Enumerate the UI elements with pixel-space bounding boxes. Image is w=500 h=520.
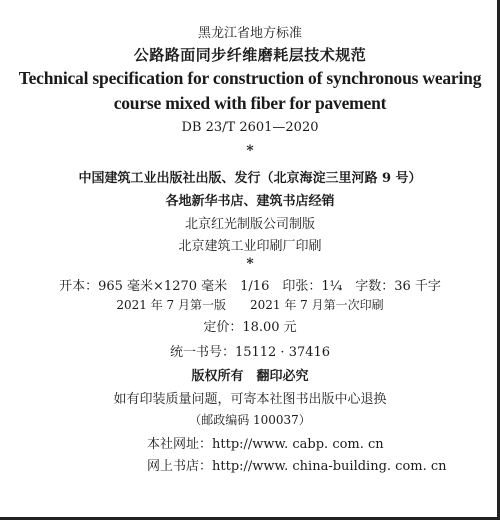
printing-line: 北京建筑工业印刷厂印刷 <box>178 239 322 254</box>
standard-number: DB 23/T 2601—2020 <box>181 120 319 135</box>
online-store-line: 网上书店：http://www. china-building. com. cn <box>147 459 447 474</box>
title-english-line2: course mixed with fiber for pavement <box>113 93 387 113</box>
publisher-line: 中国建筑工业出版社出版、发行（北京海淀三里河路 9 号） <box>78 171 422 186</box>
edition-line: 2021 年 7 月第一版 2021 年 7 月第一次印刷 <box>116 298 384 312</box>
title-english-line1: Technical specification for construction of synchronous wearing <box>18 68 482 88</box>
book-number-line: 统一书号：15112 · 37416 <box>169 345 331 360</box>
distributor-line: 各地新华书店、建筑书店经销 <box>165 194 335 209</box>
postcode-line: （邮政编码 100037） <box>189 413 311 427</box>
website-line: 本社网址：http://www. cabp. com. cn <box>147 437 384 452</box>
platemaking-line: 北京红光制版公司制版 <box>184 217 315 232</box>
separator-star-1: * <box>246 143 254 159</box>
standard-category: 黑龙江省地方标准 <box>197 26 302 41</box>
title-chinese: 公路路面同步纤维磨耗层技术规范 <box>133 46 367 64</box>
format-line: 开本：965 毫米×1270 毫米 1/16 印张：1¼ 字数：36 千字 <box>59 279 441 294</box>
return-notice-line: 如有印装质量问题，可寄本社图书出版中心退换 <box>113 392 387 407</box>
copyright-line: 版权所有 翻印必究 <box>191 369 309 384</box>
price-line: 定价：18.00 元 <box>203 320 297 335</box>
separator-star-2: * <box>246 256 254 272</box>
